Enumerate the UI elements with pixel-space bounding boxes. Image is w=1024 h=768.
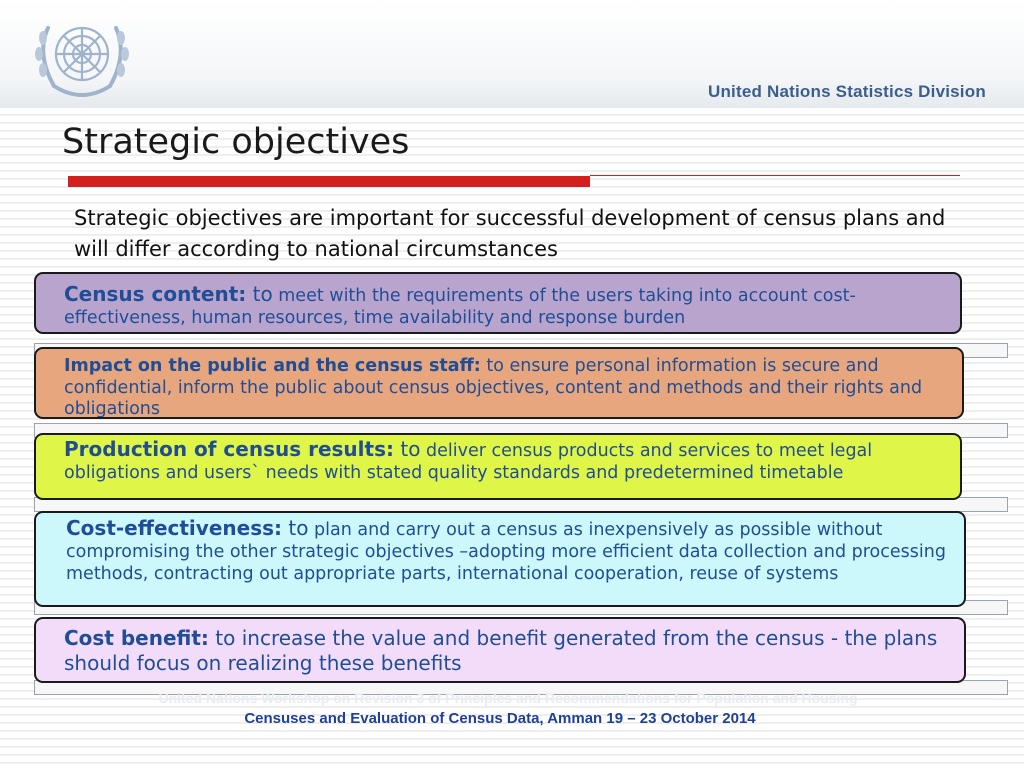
objective-census-content: [34, 272, 962, 334]
objective-heading: Impact on the public and the census staff:: [64, 356, 481, 376]
objective-heading: Cost benefit:: [64, 626, 209, 650]
objective-lead: to: [282, 516, 309, 540]
objective-cost-effectiveness: [34, 511, 966, 607]
title-underline-thin: [590, 175, 960, 176]
footer-faded-line: United Nations Workshop on Revision 3 of Principles and Recommendations for Population and Housing: [158, 690, 858, 706]
objective-body: meet with the requirements of the users taking into account cost-effectiveness, human resources, time availability and response burden: [64, 286, 856, 328]
objective-cost-benefit: [34, 617, 966, 683]
objective-production-of-results: [34, 433, 962, 500]
objective-heading: Cost-effectiveness:: [66, 516, 282, 540]
un-emblem-icon: [26, 8, 138, 108]
objective-lead: to: [246, 282, 273, 306]
intro-text: Strategic objectives are important for successful development of census plans and will differ according to national circumstances: [74, 206, 946, 261]
title-underline: [68, 176, 590, 187]
objective-body: to ensure personal information is secure and confidential, inform the public about census objectives, content and methods and their rights and obligations: [64, 356, 923, 419]
objective-heading: Census content:: [64, 282, 247, 306]
footer-text: Censuses and Evaluation of Census Data, Amman 19 – 23 October 2014: [244, 710, 756, 727]
organization-name: United Nations Statistics Division: [708, 82, 986, 101]
objective-body: plan and carry out a census as inexpensively as possible without compromising the other strategic objectives –adopting more efficient data collection and processing methods, contracting out appropriate parts, international cooperation, reuse of systems: [66, 520, 946, 584]
slide-title: Strategic objectives: [62, 122, 410, 162]
objective-lead: to: [394, 437, 421, 461]
objective-body: deliver census products and services to meet legal obligations and users` needs with stated quality standards and predetermined timetable: [64, 441, 873, 483]
objective-body: to increase the value and benefit generated from the census - the plans should focus on realizing these benefits: [64, 626, 938, 675]
objective-heading: Production of census results:: [64, 437, 394, 461]
objective-impact-on-public: [34, 347, 964, 419]
